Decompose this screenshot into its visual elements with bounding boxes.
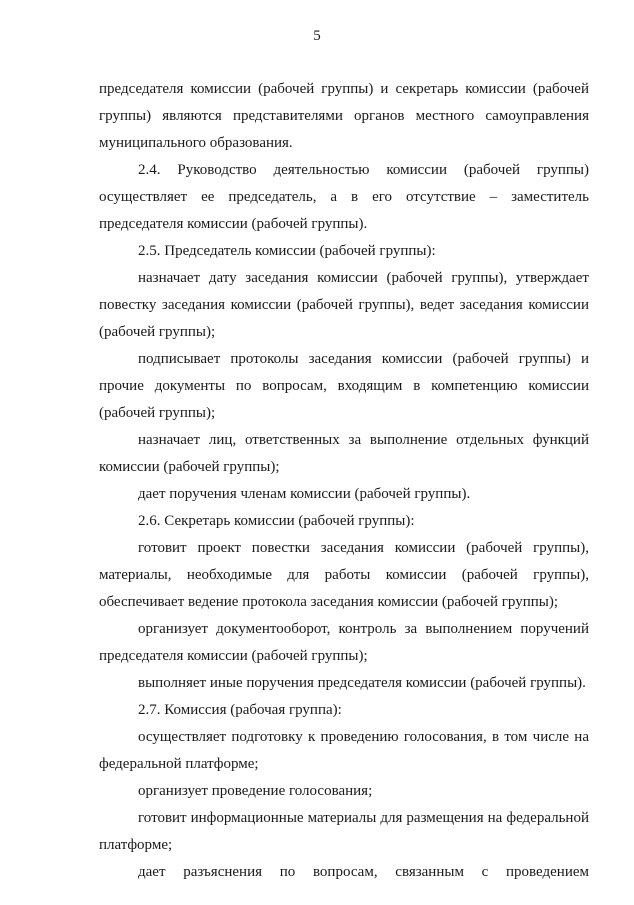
paragraph: дает разъяснения по вопросам, связанным с проведением (138, 864, 589, 880)
paragraph: 2.7. Комиссия (рабочая группа): (138, 702, 342, 718)
paragraph: готовит информационные материалы для размещения на федеральной платформе; (99, 810, 589, 853)
paragraph: дает поручения членам комиссии (рабочей группы). (138, 486, 471, 502)
paragraph: выполняет иные поручения председателя комиссии (рабочей группы). (138, 675, 586, 691)
paragraph: организует документооборот, контроль за выполнением поручений председателя комиссии (рабочей группы); (99, 621, 589, 664)
paragraph: готовит проект повестки заседания комиссии (рабочей группы), материалы, необходимые для работы комиссии (рабочей группы), обеспечивает ведение протокола заседания комиссии (рабочей группы); (99, 540, 589, 610)
paragraph: организует проведение голосования; (138, 783, 373, 799)
paragraph: председателя комиссии (рабочей группы) и секретарь комиссии (рабочей группы) являются представителями органов местного самоуправления муниципального образования. (99, 81, 589, 151)
paragraph: 2.6. Секретарь комиссии (рабочей группы): (138, 513, 415, 529)
page-number: 5 (313, 28, 321, 44)
paragraph: подписывает протоколы заседания комиссии (рабочей группы) и прочие документы по вопросам, входящим в компетенцию комиссии (рабочей группы); (99, 351, 589, 421)
paragraph: назначает дату заседания комиссии (рабочей группы), утверждает повестку заседания комиссии (рабочей группы), ведет заседания комиссии (рабочей группы); (99, 270, 589, 340)
paragraph: осуществляет подготовку к проведению голосования, в том числе на федеральной платформе; (99, 729, 589, 772)
paragraph: 2.4. Руководство деятельностью комиссии (рабочей группы) осуществляет ее председатель, а в его отсутствие – заместитель председателя комиссии (рабочей группы). (99, 162, 589, 232)
document-body (99, 76, 589, 886)
paragraph: 2.5. Председатель комиссии (рабочей группы): (138, 243, 436, 259)
paragraph: назначает лиц, ответственных за выполнение отдельных функций комиссии (рабочей группы); (99, 432, 589, 475)
